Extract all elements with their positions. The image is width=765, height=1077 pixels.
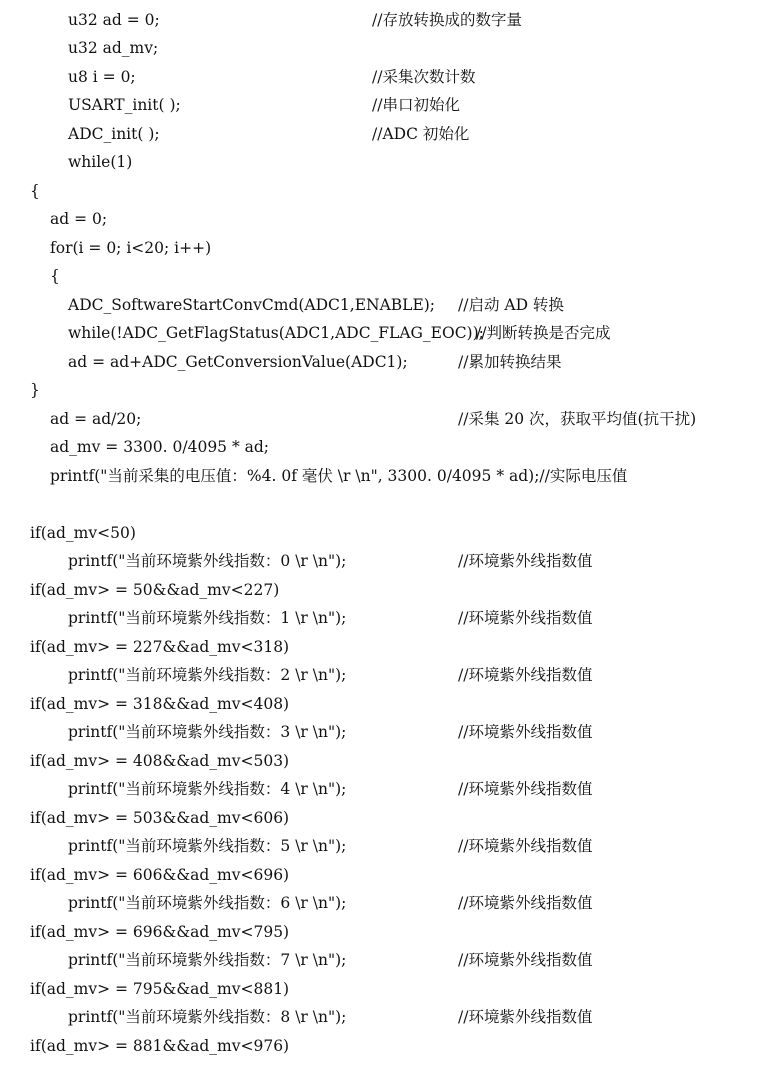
code-text: { [50, 267, 60, 285]
code-text: u8 i = 0; [68, 68, 136, 86]
code-text: printf("当前环境紫外线指数：5 \r \n"); [68, 837, 347, 855]
code-text: printf("当前采集的电压值：%4. 0f 毫伏 \r \n", 3300. 0/4095 * ad);//实际电压值 [50, 467, 628, 485]
code-comment: //环境紫外线指数值 [458, 609, 593, 627]
code-comment: //环境紫外线指数值 [458, 666, 593, 684]
code-text: { [30, 182, 40, 200]
code-text: ADC_SoftwareStartConvCmd(ADC1,ENABLE); [68, 296, 436, 314]
code-text: printf("当前环境紫外线指数：3 \r \n"); [68, 723, 347, 741]
code-text: ad = 0; [50, 210, 108, 228]
code-text: printf("当前环境紫外线指数：2 \r \n"); [68, 666, 347, 684]
code-text: if(ad_mv> = 227&&ad_mv<318) [30, 638, 290, 656]
code-comment: //环境紫外线指数值 [458, 951, 593, 969]
code-text: USART_init( ); [68, 96, 181, 114]
code-comment: //累加转换结果 [458, 353, 562, 371]
code-comment: //判断转换是否完成 [476, 324, 611, 342]
code-text: ad_mv = 3300. 0/4095 * ad; [50, 438, 270, 456]
code-text: while(1) [68, 153, 133, 171]
code-text: ad = ad+ADC_GetConversionValue(ADC1); [68, 353, 408, 371]
code-text: if(ad_mv> = 503&&ad_mv<606) [30, 809, 290, 827]
code-text: printf("当前环境紫外线指数：0 \r \n"); [68, 552, 347, 570]
code-comment: //环境紫外线指数值 [458, 723, 593, 741]
code-comment: //启动 AD 转换 [458, 296, 564, 314]
code-comment: //环境紫外线指数值 [458, 1008, 593, 1026]
code-text: printf("当前环境紫外线指数：6 \r \n"); [68, 894, 347, 912]
code-comment: //串口初始化 [372, 96, 460, 114]
code-text: if(ad_mv> = 606&&ad_mv<696) [30, 866, 290, 884]
code-text: ADC_init( ); [68, 125, 160, 143]
code-text: u32 ad_mv; [68, 39, 159, 57]
code-text: printf("当前环境紫外线指数：1 \r \n"); [68, 609, 347, 627]
code-text: if(ad_mv> = 696&&ad_mv<795) [30, 923, 290, 941]
code-text: if(ad_mv> = 318&&ad_mv<408) [30, 695, 290, 713]
code-comment: //ADC 初始化 [372, 125, 470, 143]
code-comment: //环境紫外线指数值 [458, 837, 593, 855]
code-text: for(i = 0; i<20; i++) [50, 239, 212, 257]
code-text: if(ad_mv<50) [30, 524, 136, 542]
code-text: if(ad_mv> = 881&&ad_mv<976) [30, 1037, 290, 1055]
code-comment: //环境紫外线指数值 [458, 894, 593, 912]
code-comment: //环境紫外线指数值 [458, 552, 593, 570]
code-text: if(ad_mv> = 408&&ad_mv<503) [30, 752, 290, 770]
code-text: printf("当前环境紫外线指数：8 \r \n"); [68, 1008, 347, 1026]
code-text: printf("当前环境紫外线指数：7 \r \n"); [68, 951, 347, 969]
code-text: ad = ad/20; [50, 410, 142, 428]
code-text: if(ad_mv> = 795&&ad_mv<881) [30, 980, 290, 998]
code-comment: //采集次数计数 [372, 68, 476, 86]
code-text: } [30, 381, 40, 399]
code-comment: //环境紫外线指数值 [458, 780, 593, 798]
code-comment: //存放转换成的数字量 [372, 11, 522, 29]
code-text: if(ad_mv> = 50&&ad_mv<227) [30, 581, 280, 599]
code-text: u32 ad = 0; [68, 11, 160, 29]
code-text: printf("当前环境紫外线指数：4 \r \n"); [68, 780, 347, 798]
code-text: while(!ADC_GetFlagStatus(ADC1,ADC_FLAG_EOC)); [68, 324, 484, 342]
code-comment: //采集 20 次，获取平均值(抗干扰) [458, 410, 697, 428]
